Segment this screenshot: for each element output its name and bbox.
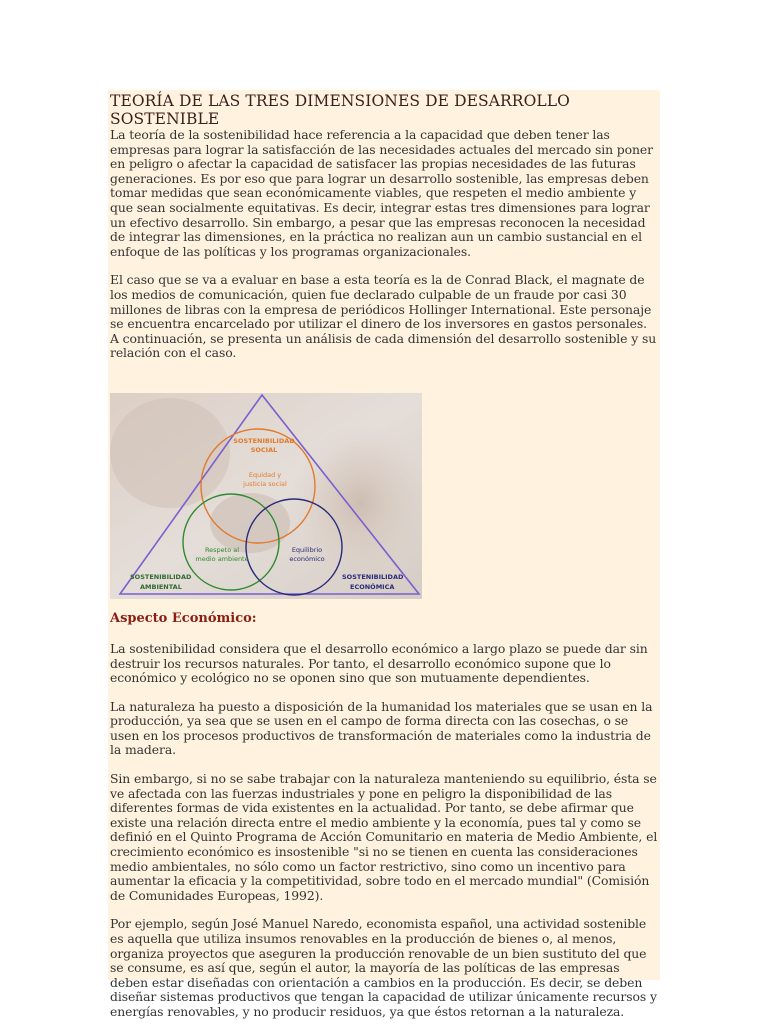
environment-circle-line2: medio ambiente — [195, 554, 249, 563]
economic-circle-line2: económico — [289, 554, 325, 563]
section-paragraph-2: La naturaleza ha puesto a disposición de la humanidad los materiales que se usan en la producción, ya sea que se usen en el campo de forma directa con las cosechas, o se usen en los procesos productivos de transformación de materiales como la industria de la madera. — [110, 698, 653, 758]
section-heading: Aspecto Económico: — [110, 610, 257, 626]
environment-circle-line1: Respeto al — [204, 545, 240, 554]
diagram-svg — [110, 393, 422, 599]
section-paragraph-3: Sin embargo, si no se sabe trabajar con la naturaleza manteniendo su equilibrio, ésta se ve afectada con las fuerzas industriales y pone en peligro la disponibilidad de las diferentes formas de vida existentes en la actualidad. Por tanto, se debe afirmar que existe una relación directa entre el medio ambiente y la economía, pues tal y como se definió en el Quinto Programa de Acción Comunitario en materia de Medio Ambiente, el crecimiento económico es insostenible "si no se tienen en cuenta las consideraciones medio ambientales, no sólo como un factor restrictivo, sino como un incentivo para aumentar la eficacia y la competitividad, sobre todo en el mercado mundial" (Comisión de Comunidades Europeas, 1992). — [110, 771, 658, 903]
intro-paragraph-2: El caso que se va a evaluar en base a esta teoría es la de Conrad Black, el magnate de los medios de comunicación, quien fue declarado culpable de un fraude por casi 30 millones de libras con la empresa de periódicos Hollinger International. Este personaje se encuentra encarcelado por utilizar el dinero de los inversores en gastos personales. A continuación, se presenta un análisis de cada dimensión del desarrollo sostenible y su relación con el caso. — [110, 272, 657, 361]
section-paragraph-4: Por ejemplo, según José Manuel Naredo, economista español, una actividad sostenible es aquella que utiliza insumos renovables en la producción de bienes o, al menos, organiza proyectos que aseguren la producción renovable de un bien sustituto del que se consume, es así que, según el autor, la mayoría de las políticas de las empresas deben estar diseñadas con orientación a cambios en la producción. Es decir, se deben diseñar sistemas productivos que tengan la capacidad de utilizar únicamente recursos y energías renovables, y no producir residuos, ya que éstos retornan a la naturaleza. — [110, 916, 657, 1019]
social-circle-line1: Equidad y — [248, 470, 282, 479]
economic-circle-line1: Equilibrio — [291, 545, 323, 554]
page-title: TEORÍA DE LAS TRES DIMENSIONES DE DESARROLLO SOSTENIBLE — [110, 92, 570, 128]
sustainability-diagram — [110, 393, 422, 599]
economic-title-line1: SOSTENIBILIDAD — [342, 572, 404, 581]
document-page — [108, 90, 660, 1019]
social-title-line1: SOSTENIBILIDAD — [233, 436, 295, 445]
social-title-line2: SOCIAL — [250, 445, 278, 454]
economic-title-line2: ECONÓMICA — [350, 582, 395, 591]
intro-paragraph-1: La teoría de la sostenibilidad hace referencia a la capacidad que deben tener las empresas para lograr la satisfacción de las necesidades actuales del mercado sin poner en peligro o afectar la capacidad de satisfacer las propias necesidades de las futuras generaciones. Es por eso que para lograr un desarrollo sostenible, las empresas deben tomar medidas que sean económicamente viables, que respeten el medio ambiente y que sean socialmente equitativas. Es decir, integrar estas tres dimensiones para lograr un efectivo desarrollo. Sin embargo, a pesar que las empresas reconocen la necesidad de integrar las dimensiones, en la práctica no realizan aun un cambio sustancial en el enfoque de las políticas y los programas organizacionales. — [110, 127, 653, 259]
section-paragraph-1: La sostenibilidad considera que el desarrollo económico a largo plazo se puede dar sin destruir los recursos naturales. Por tanto, el desarrollo económico supone que lo económico y ecológico no se oponen sino que son mutuamente dependientes. — [110, 640, 648, 686]
environment-title-line1: SOSTENIBILIDAD — [130, 572, 192, 581]
social-circle-line2: justicia social — [243, 479, 287, 488]
environment-title-line2: AMBIENTAL — [140, 582, 182, 591]
document-content — [110, 92, 658, 1020]
